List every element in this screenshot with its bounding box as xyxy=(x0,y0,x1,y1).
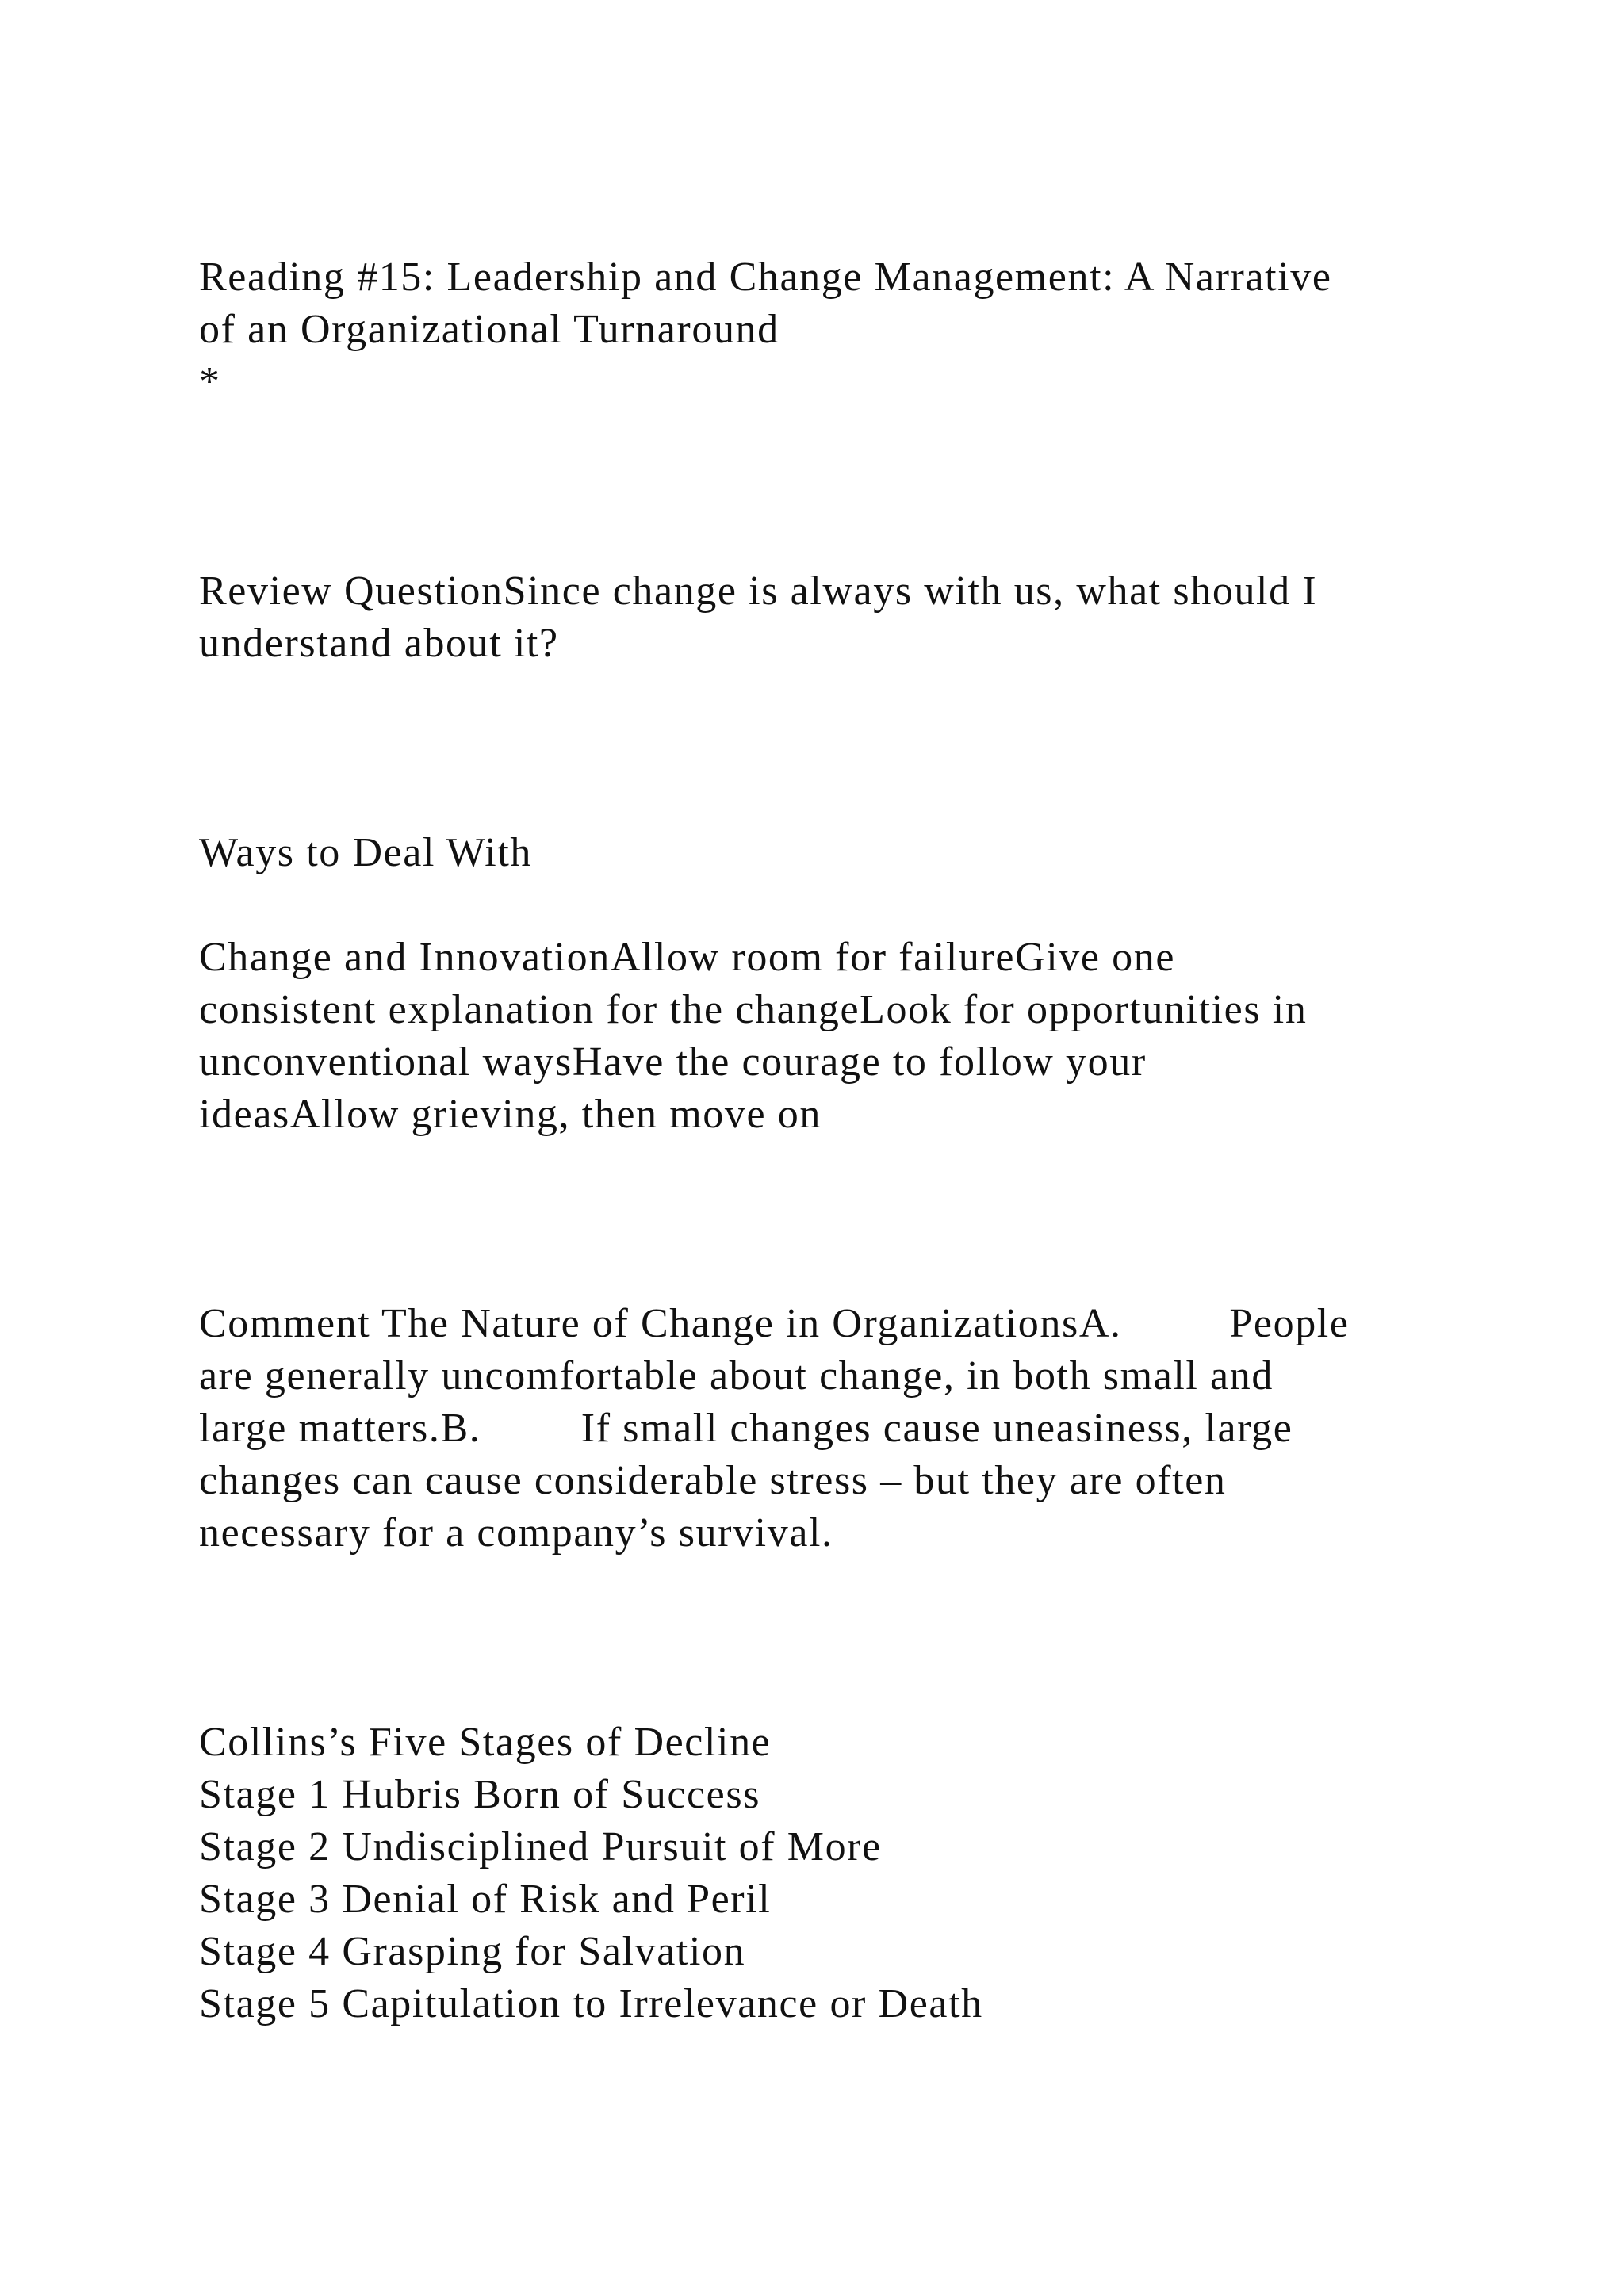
title-asterisk: * xyxy=(199,359,221,404)
review-question-line-1: Review QuestionSince change is always with us, what should I xyxy=(199,568,1318,614)
comment-line-4: changes can cause considerable stress – but they are often xyxy=(199,1458,1227,1503)
change-innovation-line-2: consistent explanation for the changeLook for opportunities in xyxy=(199,987,1308,1032)
collins-stage-4: Stage 4 Grasping for Salvation xyxy=(199,1929,746,1974)
collins-stage-1: Stage 1 Hubris Born of Success xyxy=(199,1772,761,1817)
comment-line-3: large matters.B. If small changes cause uneasiness, large xyxy=(199,1406,1293,1451)
comment-line-1: Comment The Nature of Change in OrganizationsA. People xyxy=(199,1301,1350,1346)
title-line-2: of an Organizational Turnaround xyxy=(199,307,779,352)
comment-line-5: necessary for a company’s survival. xyxy=(199,1510,833,1556)
title-line-1: Reading #15: Leadership and Change Management: A Narrative xyxy=(199,254,1332,300)
collins-heading: Collins’s Five Stages of Decline xyxy=(199,1720,772,1765)
collins-stage-3: Stage 3 Denial of Risk and Peril xyxy=(199,1877,772,1922)
review-question-line-2: understand about it? xyxy=(199,621,559,666)
comment-line-2: are generally uncomfortable about change, in both small and xyxy=(199,1353,1274,1399)
ways-heading: Ways to Deal With xyxy=(199,830,532,875)
collins-stage-2: Stage 2 Undisciplined Pursuit of More xyxy=(199,1824,882,1869)
change-innovation-line-4: ideasAllow grieving, then move on xyxy=(199,1092,822,1137)
change-innovation-line-1: Change and InnovationAllow room for failureGive one xyxy=(199,935,1176,980)
collins-stage-5: Stage 5 Capitulation to Irrelevance or Death xyxy=(199,1981,983,2026)
change-innovation-line-3: unconventional waysHave the courage to follow your xyxy=(199,1039,1147,1085)
